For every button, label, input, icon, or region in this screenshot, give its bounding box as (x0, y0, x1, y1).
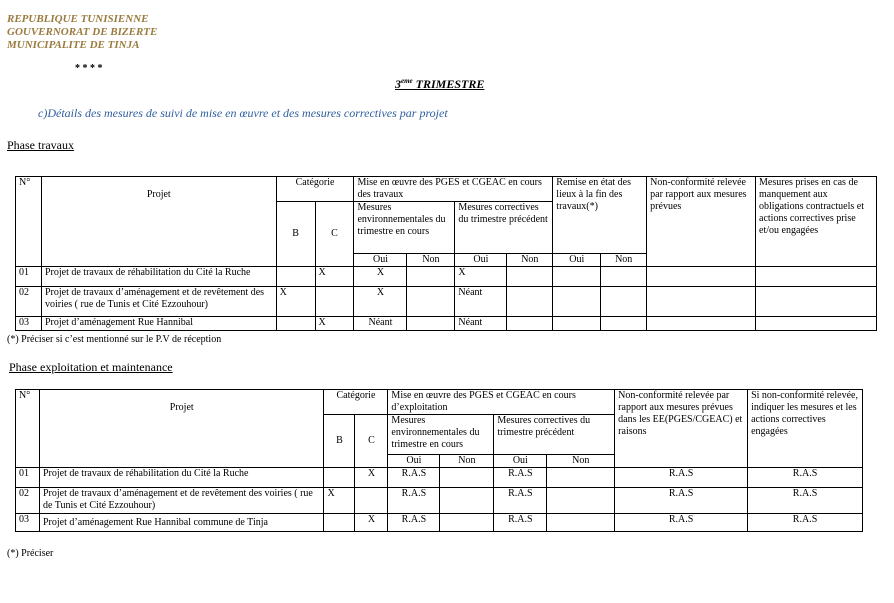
cell-si: R.A.S (748, 488, 863, 514)
header-corr-oui: Oui (455, 254, 507, 267)
quarter-label: TRIMESTRE (412, 77, 485, 91)
header-num: N° (16, 390, 40, 468)
cell-env-non (407, 287, 455, 317)
letterhead-line-1: REPUBLIQUE TUNISIENNE (7, 13, 149, 25)
cell-env-oui: Néant (354, 317, 407, 331)
header-si-nonconformite: Si non-conformité relevée, indiquer les mesures et les actions correctives engagées (748, 390, 863, 468)
table-row (16, 468, 863, 488)
header-cat-b: B (324, 415, 355, 468)
cell-num: 03 (16, 514, 40, 532)
cell-projet: Projet de travaux d’aménagement et de revêtement des voiries ( rue de Tunis et Cité Ezzouhour) (39, 488, 324, 514)
table-row (16, 287, 877, 317)
phase-travaux-note: (*) Préciser si c’est mentionné sur le P.V de réception (7, 334, 222, 345)
header-mesures-corr: Mesures correctives du trimestre précédent (494, 415, 615, 455)
cell-env-non (440, 468, 494, 488)
cell-nonconf: R.A.S (615, 514, 748, 532)
cell-projet: Projet d’aménagement Rue Hannibal (41, 317, 276, 331)
cell-c: X (355, 468, 388, 488)
cell-rem-non (601, 267, 647, 287)
cell-c (315, 287, 354, 317)
cell-mesures (756, 287, 877, 317)
table-row (16, 488, 863, 514)
cell-env-oui: R.A.S (388, 488, 440, 514)
cell-corr-oui: Néant (455, 317, 507, 331)
header-mesures-env: Mesures environnementales du trimestre en cours (388, 415, 494, 455)
cell-rem-non (601, 287, 647, 317)
header-env-non: Non (440, 455, 494, 468)
cell-num: 01 (16, 267, 42, 287)
phase-travaux-title: Phase travaux (7, 138, 74, 152)
letterhead-line-3: MUNICIPALITE DE TINJA (7, 39, 140, 51)
cell-projet: Projet d’aménagement Rue Hannibal commune de Tinja (39, 514, 324, 532)
cell-corr-oui: R.A.S (494, 514, 547, 532)
cell-rem-oui (553, 287, 601, 317)
quarter-title (395, 77, 484, 92)
header-remise: Remise en état des lieux à la fin des travaux(*) (553, 177, 647, 254)
cell-env-oui: R.A.S (388, 468, 440, 488)
header-cat-c: C (315, 202, 354, 267)
cell-mesures (756, 317, 877, 331)
header-rem-oui: Oui (553, 254, 601, 267)
header-env-oui: Oui (354, 254, 407, 267)
header-mesures-corr: Mesures correctives du trimestre précédent (455, 202, 553, 254)
quarter-superscript: eme (401, 77, 413, 85)
table-row (16, 267, 877, 287)
cell-env-non (440, 514, 494, 532)
header-nonconformite: Non-conformité relevée par rapport aux mesures prévues (647, 177, 756, 267)
separator-stars: * * * * (75, 63, 103, 74)
letterhead-line-2: GOUVERNORAT DE BIZERTE (7, 26, 158, 38)
cell-si: R.A.S (748, 468, 863, 488)
cell-b: X (324, 488, 355, 514)
phase-exploitation-table (15, 389, 863, 532)
cell-corr-oui: R.A.S (494, 468, 547, 488)
cell-b (324, 514, 355, 532)
cell-num: 01 (16, 468, 40, 488)
cell-env-oui: R.A.S (388, 514, 440, 532)
header-env-non: Non (407, 254, 455, 267)
header-corr-non: Non (507, 254, 553, 267)
header-rem-non: Non (601, 254, 647, 267)
header-cat-c: C (355, 415, 388, 468)
header-projet: Projet (41, 177, 276, 267)
cell-corr-non (547, 488, 615, 514)
cell-c: X (355, 514, 388, 532)
cell-corr-oui: X (455, 267, 507, 287)
cell-b: X (276, 287, 315, 317)
header-corr-oui: Oui (494, 455, 547, 468)
cell-num: 02 (16, 488, 40, 514)
header-mise-en-oeuvre: Mise en œuvre des PGES et CGEAC en cours d’exploitation (388, 390, 615, 415)
cell-rem-oui (553, 267, 601, 287)
cell-nonconf: R.A.S (615, 488, 748, 514)
cell-b (324, 468, 355, 488)
cell-corr-non (507, 287, 553, 317)
phase-travaux-table (15, 176, 877, 331)
cell-nonconf (647, 287, 756, 317)
cell-env-non (407, 317, 455, 331)
letterhead (7, 13, 157, 52)
cell-c: X (315, 317, 354, 331)
cell-num: 02 (16, 287, 42, 317)
cell-projet: Projet de travaux de réhabilitation du Cité la Ruche (39, 468, 324, 488)
cell-c: X (315, 267, 354, 287)
cell-si: R.A.S (748, 514, 863, 532)
table-row (16, 317, 877, 331)
header-num: N° (16, 177, 42, 267)
cell-env-non (407, 267, 455, 287)
cell-nonconf (647, 267, 756, 287)
cell-corr-non (507, 317, 553, 331)
header-projet: Projet (39, 390, 324, 468)
cell-env-oui: X (354, 267, 407, 287)
cell-c (355, 488, 388, 514)
cell-projet: Projet de travaux d’aménagement et de revêtement des voiries ( rue de Tunis et Cité Ezzouhour) (41, 287, 276, 317)
cell-projet: Projet de travaux de réhabilitation du Cité la Ruche (41, 267, 276, 287)
header-mesures-env: Mesures environnementales du trimestre en cours (354, 202, 455, 254)
phase-exploitation-title: Phase exploitation et maintenance (9, 360, 173, 374)
header-categorie: Catégorie (276, 177, 354, 202)
cell-corr-oui: Néant (455, 287, 507, 317)
cell-corr-oui: R.A.S (494, 488, 547, 514)
cell-rem-oui (553, 317, 601, 331)
table-row (16, 514, 863, 532)
cell-corr-non (507, 267, 553, 287)
phase-exploitation-note: (*) Préciser (7, 548, 54, 559)
header-mise-en-oeuvre: Mise en œuvre des PGES et CGEAC en cours des travaux (354, 177, 553, 202)
header-cat-b: B (276, 202, 315, 267)
cell-env-oui: X (354, 287, 407, 317)
header-nonconformite: Non-conformité relevée par rapport aux mesures prévues dans les EE(PGES/CGEAC) et raisons (615, 390, 748, 468)
cell-b (276, 317, 315, 331)
section-title: c)Détails des mesures de suivi de mise en œuvre et des mesures correctives par projet (38, 106, 448, 120)
quarter-number: 3 (395, 77, 401, 91)
header-corr-non: Non (547, 455, 615, 468)
cell-rem-non (601, 317, 647, 331)
header-mesures-prises: Mesures prises en cas de manquement aux obligations contractuels et actions correctives prise et/ou engagées (756, 177, 877, 267)
header-env-oui: Oui (388, 455, 440, 468)
cell-num: 03 (16, 317, 42, 331)
header-categorie: Catégorie (324, 390, 388, 415)
cell-nonconf: R.A.S (615, 468, 748, 488)
cell-corr-non (547, 514, 615, 532)
cell-b (276, 267, 315, 287)
cell-env-non (440, 488, 494, 514)
cell-nonconf (647, 317, 756, 331)
cell-mesures (756, 267, 877, 287)
cell-corr-non (547, 468, 615, 488)
